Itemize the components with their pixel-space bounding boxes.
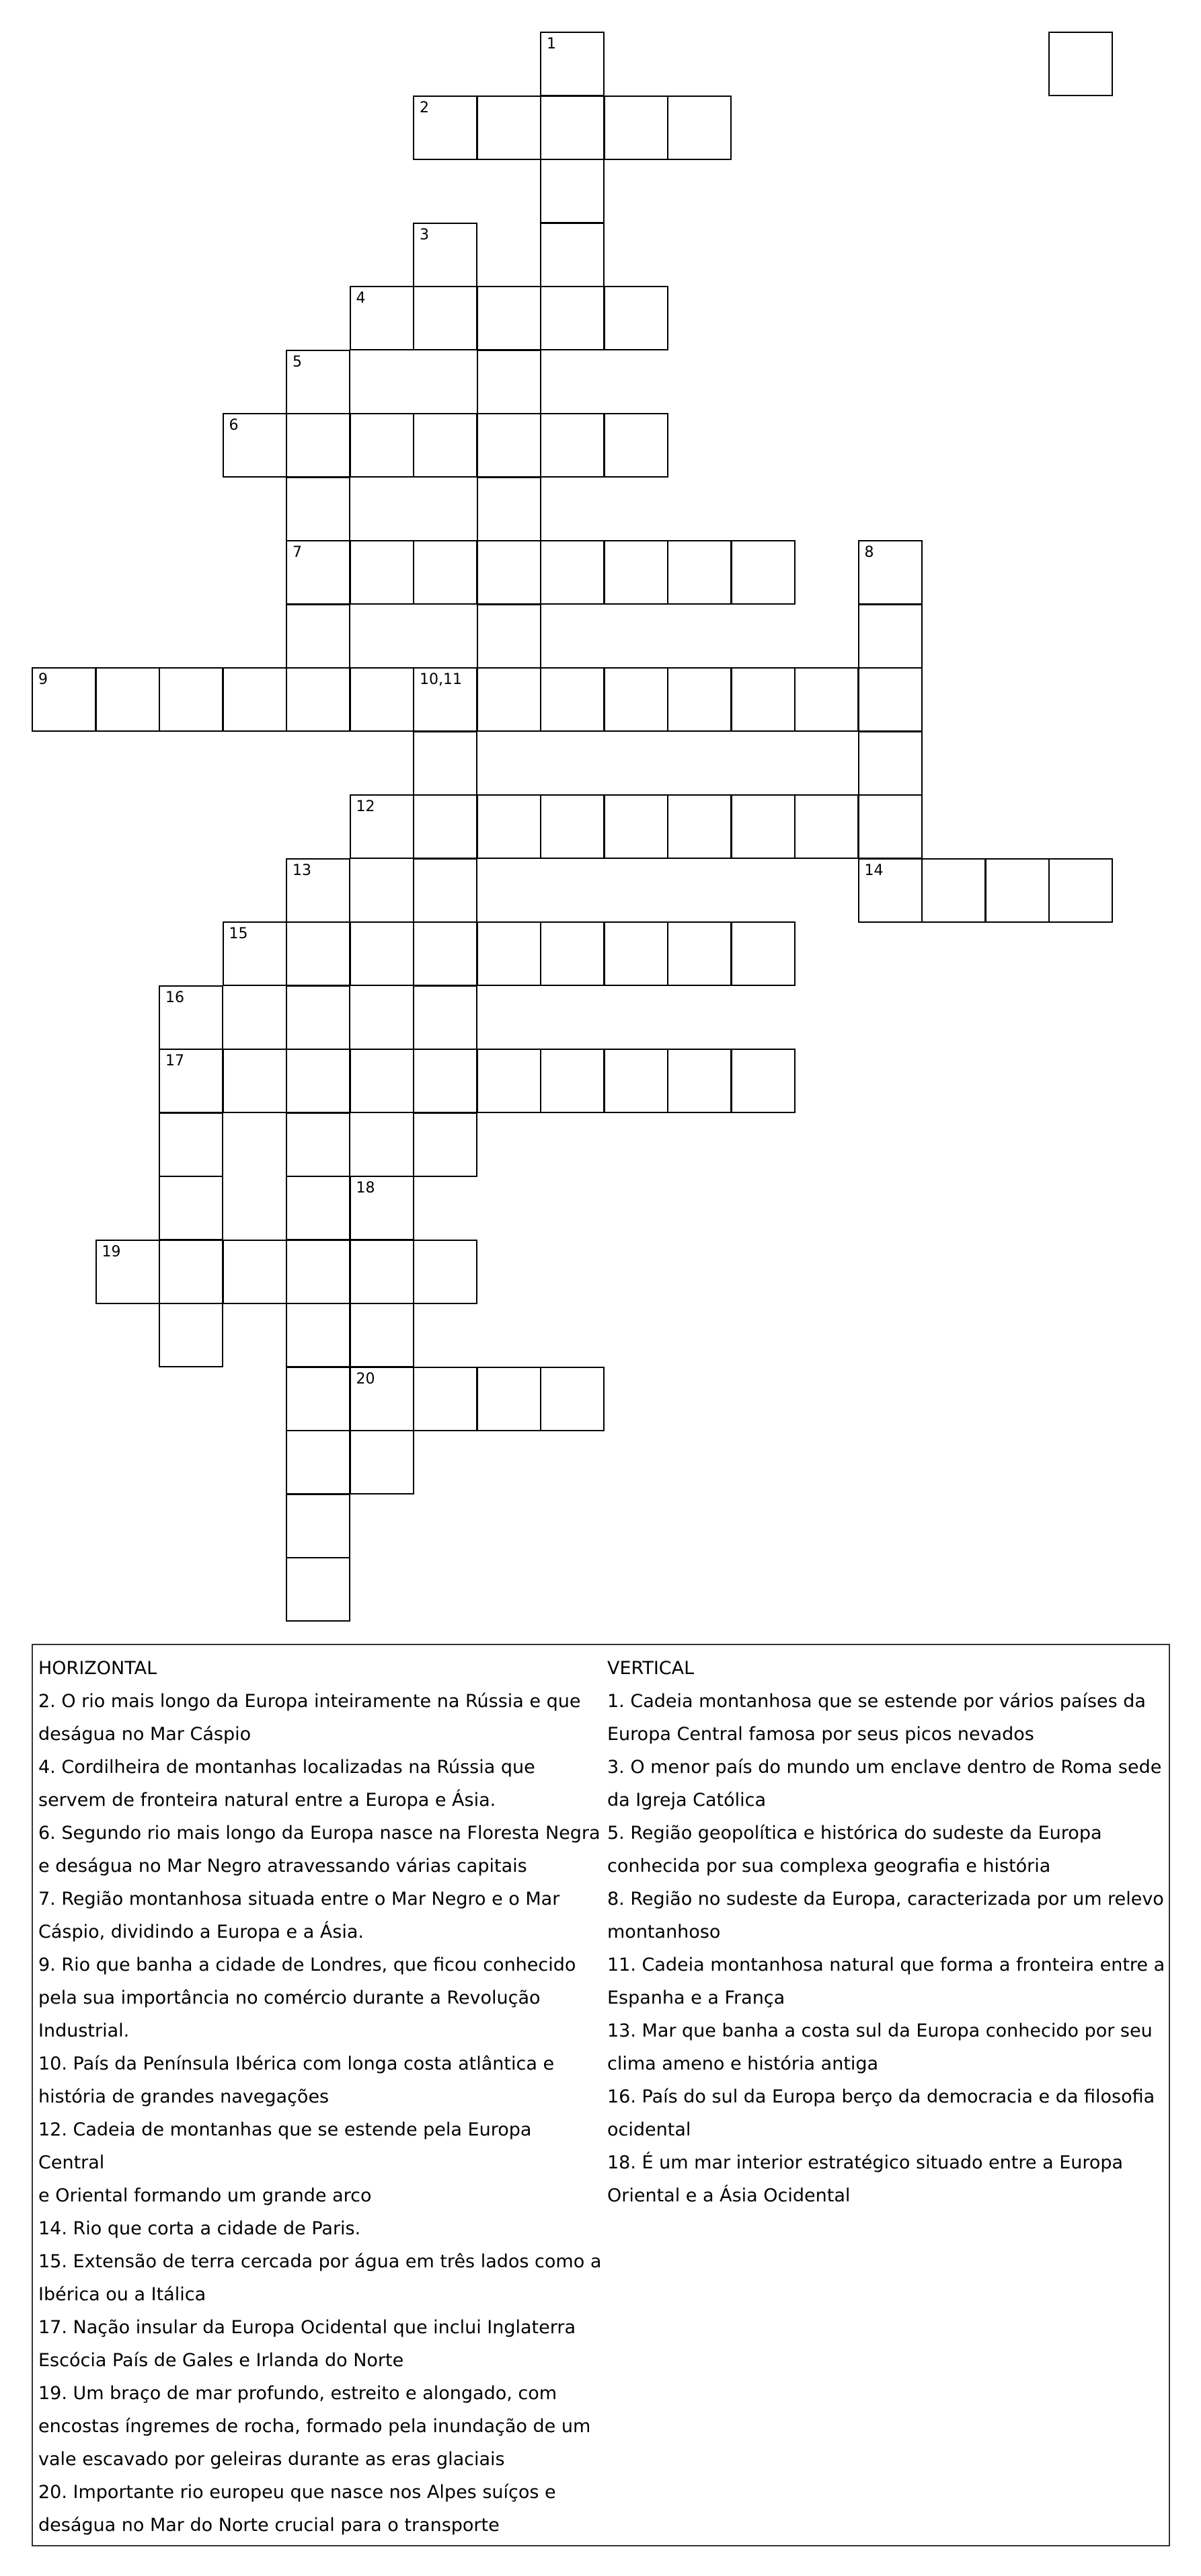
grid-cell[interactable] (477, 477, 541, 541)
clue-line: 6. Segundo rio mais longo da Europa nasce na Floresta Negra (38, 1823, 600, 1844)
clue-number: 1 (547, 36, 556, 52)
grid-cell[interactable] (350, 540, 414, 605)
clue-line: e deságua no Mar Negro atravessando várias capitais (38, 1856, 527, 1877)
grid-cell[interactable] (477, 540, 541, 605)
grid-cell[interactable] (413, 96, 477, 160)
grid-cell[interactable] (350, 1430, 414, 1494)
grid-cell[interactable] (794, 794, 859, 859)
grid-cell[interactable] (858, 794, 923, 859)
grid-cell[interactable] (604, 667, 668, 732)
grid-cell[interactable] (667, 794, 732, 859)
grid-cell[interactable] (604, 921, 668, 986)
grid-cell[interactable] (159, 1240, 223, 1304)
grid-cell[interactable] (286, 1112, 350, 1177)
clue-line: ocidental (607, 2119, 691, 2140)
grid-cell[interactable] (604, 540, 668, 605)
clue-line: 5. Região geopolítica e histórica do sudeste da Europa (607, 1823, 1102, 1844)
clue-number: 18 (356, 1180, 375, 1197)
grid-cell[interactable] (286, 350, 350, 414)
grid-cell[interactable] (413, 794, 477, 859)
grid-cell[interactable] (540, 1367, 605, 1431)
grid-cell[interactable] (540, 32, 605, 96)
grid-cell[interactable] (731, 540, 796, 605)
grid-cell[interactable] (604, 286, 668, 350)
clue-number: 4 (356, 290, 366, 307)
vertical-heading: VERTICAL (607, 1658, 695, 1679)
grid-cell[interactable] (540, 286, 605, 350)
grid-cell[interactable] (858, 858, 923, 923)
grid-cell[interactable] (413, 731, 477, 796)
grid-cell[interactable] (1048, 858, 1113, 923)
horizontal-clues (38, 1652, 603, 2542)
clue-line: Espanha e a França (607, 1987, 785, 2008)
grid-cell[interactable] (223, 413, 287, 478)
grid-cell[interactable] (413, 223, 477, 287)
grid-cell[interactable] (731, 1049, 796, 1113)
clue-line: vale escavado por geleiras durante as eras glaciais (38, 2449, 505, 2470)
grid-cell[interactable] (350, 667, 414, 732)
grid-cell[interactable] (159, 1112, 223, 1177)
grid-cell[interactable] (858, 667, 923, 732)
grid-cell[interactable] (159, 985, 223, 1050)
grid-cell[interactable] (540, 540, 605, 605)
clue-line: 2. O rio mais longo da Europa inteiramente na Rússia e que (38, 1691, 581, 1712)
grid-cell[interactable] (477, 1049, 541, 1113)
clue-number: 9 (38, 671, 48, 688)
clue-line: 17. Nação insular da Europa Ocidental que inclui Inglaterra (38, 2317, 576, 2338)
grid-cell[interactable] (1048, 32, 1113, 96)
clue-number: 8 (864, 544, 874, 561)
grid-cell[interactable] (858, 540, 923, 605)
grid-cell[interactable] (159, 1303, 223, 1367)
grid-cell[interactable] (286, 1494, 350, 1558)
clue-line: 14. Rio que corta a cidade de Paris. (38, 2218, 361, 2239)
grid-cell[interactable] (286, 1367, 350, 1431)
clue-number: 16 (165, 989, 184, 1006)
grid-cell[interactable] (286, 540, 350, 605)
clue-number: 19 (102, 1243, 121, 1260)
clue-line: Cáspio, dividindo a Europa e a Ásia. (38, 1922, 364, 1942)
grid-cell[interactable] (223, 1049, 287, 1113)
grid-cell[interactable] (286, 667, 350, 732)
grid-cell[interactable] (477, 921, 541, 986)
clue-line: pela sua importância no comércio durante a Revolução (38, 1987, 541, 2008)
clue-line: história de grandes navegações (38, 2086, 330, 2107)
clue-line: Europa Central famosa por seus picos nevados (607, 1724, 1034, 1745)
grid-cell[interactable] (286, 477, 350, 541)
grid-cell[interactable] (477, 667, 541, 732)
grid-cell[interactable] (604, 794, 668, 859)
grid-cell[interactable] (477, 1367, 541, 1431)
grid-cell[interactable] (413, 1240, 477, 1304)
clue-line: 4. Cordilheira de montanhas localizadas na Rússia que (38, 1757, 535, 1778)
clue-line: encostas íngremes de rocha, formado pela inundação de um (38, 2416, 591, 2437)
grid-cell[interactable] (350, 413, 414, 478)
clue-line: Oriental e a Ásia Ocidental (607, 2185, 851, 2206)
clue-line: clima ameno e história antiga (607, 2053, 879, 2074)
grid-cell[interactable] (286, 985, 350, 1050)
clue-line: 9. Rio que banha a cidade de Londres, que ficou conhecido (38, 1955, 576, 1975)
clue-line: 10. País da Península Ibérica com longa costa atlântica e (38, 2053, 555, 2074)
clue-number: 2 (420, 99, 429, 116)
clue-number: 10,11 (420, 671, 462, 688)
grid-cell[interactable] (286, 858, 350, 923)
clue-number: 13 (293, 862, 311, 879)
grid-cell[interactable] (413, 667, 477, 732)
grid-cell[interactable] (604, 413, 668, 478)
grid-cell[interactable] (477, 96, 541, 160)
grid-cell[interactable] (413, 1112, 477, 1177)
grid-cell[interactable] (350, 1176, 414, 1240)
clue-number: 7 (293, 544, 302, 561)
vertical-clues (607, 1652, 1165, 2212)
clue-line: 12. Cadeia de montanhas que se estende pela Europa Central (38, 2119, 532, 2173)
grid-cell[interactable] (413, 858, 477, 923)
grid-cell[interactable] (667, 921, 732, 986)
grid-cell[interactable] (286, 1176, 350, 1240)
grid-cell[interactable] (540, 96, 605, 160)
clue-line: 16. País do sul da Europa berço da democracia e da filosofia (607, 2086, 1155, 2107)
clue-number: 17 (165, 1053, 184, 1069)
grid-cell[interactable] (159, 667, 223, 732)
horizontal-heading: HORIZONTAL (38, 1658, 157, 1679)
grid-cell[interactable] (985, 858, 1050, 923)
grid-cell[interactable] (540, 794, 605, 859)
clue-number: 6 (229, 417, 239, 434)
grid-cell[interactable] (477, 350, 541, 414)
grid-cell[interactable] (413, 413, 477, 478)
grid-cell[interactable] (477, 794, 541, 859)
clue-line: 11. Cadeia montanhosa natural que forma a fronteira entre a (607, 1955, 1165, 1975)
grid-cell[interactable] (794, 667, 859, 732)
grid-cell[interactable] (731, 921, 796, 986)
clue-line: e Oriental formando um grande arco (38, 2185, 372, 2206)
grid-cell[interactable] (540, 921, 605, 986)
grid-cell[interactable] (350, 286, 414, 350)
grid-cell[interactable] (413, 1367, 477, 1431)
grid-cell[interactable] (350, 1303, 414, 1367)
grid-cell[interactable] (32, 667, 96, 732)
horizontal-clue-list (38, 1685, 603, 2542)
grid-cell[interactable] (286, 413, 350, 478)
grid-cell[interactable] (731, 794, 796, 859)
grid-cell[interactable] (286, 1240, 350, 1304)
grid-cell[interactable] (286, 1557, 350, 1622)
grid-cell[interactable] (540, 223, 605, 287)
clue-line: Escócia País de Gales e Irlanda do Norte (38, 2350, 404, 2371)
grid-cell[interactable] (540, 1049, 605, 1113)
clue-line: 13. Mar que banha a costa sul da Europa conhecido por seu (607, 2020, 1153, 2041)
grid-cell[interactable] (604, 96, 668, 160)
grid-cell[interactable] (95, 667, 160, 732)
grid-cell[interactable] (350, 921, 414, 986)
clue-number: 20 (356, 1370, 375, 1388)
grid-cell[interactable] (413, 286, 477, 350)
grid-cell[interactable] (858, 604, 923, 669)
grid-cell[interactable] (413, 540, 477, 605)
grid-cell[interactable] (350, 1367, 414, 1431)
grid-cell[interactable] (350, 1240, 414, 1304)
clue-line: 7. Região montanhosa situada entre o Mar Negro e o Mar (38, 1889, 560, 1909)
clue-line: montanhoso (607, 1922, 721, 1942)
clue-line: Industrial. (38, 2020, 130, 2041)
grid-cell[interactable] (95, 1240, 160, 1304)
clue-line: 19. Um braço de mar profundo, estreito e alongado, com (38, 2383, 557, 2404)
grid-cell[interactable] (413, 985, 477, 1050)
clue-number: 15 (229, 925, 248, 942)
grid-cell[interactable] (604, 1049, 668, 1113)
grid-cell[interactable] (477, 286, 541, 350)
clues-box (32, 1644, 1170, 2546)
grid-cell[interactable] (350, 1049, 414, 1113)
grid-cell[interactable] (731, 667, 796, 732)
clue-line: 15. Extensão de terra cercada por água em três lados como a (38, 2251, 602, 2272)
clue-line: 3. O menor país do mundo um enclave dentro de Roma sede (607, 1757, 1162, 1778)
grid-cell[interactable] (223, 667, 287, 732)
grid-cell[interactable] (667, 96, 732, 160)
clue-line: conhecida por sua complexa geografia e história (607, 1856, 1051, 1877)
grid-cell[interactable] (223, 1240, 287, 1304)
clue-number: 14 (864, 862, 884, 879)
grid-cell[interactable] (477, 413, 541, 478)
grid-cell[interactable] (667, 667, 732, 732)
grid-cell[interactable] (858, 731, 923, 796)
vertical-clue-list (607, 1685, 1165, 2212)
grid-cell[interactable] (540, 413, 605, 478)
clue-line: deságua no Mar do Norte crucial para o transporte (38, 2515, 500, 2536)
clue-line: Ibérica ou a Itálica (38, 2284, 206, 2305)
grid-cell[interactable] (286, 921, 350, 986)
grid-cell[interactable] (540, 159, 605, 223)
grid-cell[interactable] (667, 1049, 732, 1113)
grid-cell[interactable] (223, 921, 287, 986)
grid-cell[interactable] (286, 1303, 350, 1367)
clue-line: deságua no Mar Cáspio (38, 1724, 251, 1745)
grid-cell[interactable] (159, 1049, 223, 1113)
clue-line: 20. Importante rio europeu que nasce nos Alpes suíços e (38, 2482, 556, 2503)
grid-cell[interactable] (413, 1049, 477, 1113)
grid-cell[interactable] (159, 1176, 223, 1240)
clue-line: 1. Cadeia montanhosa que se estende por vários países da (607, 1691, 1146, 1712)
clue-line: 8. Região no sudeste da Europa, caracterizada por um relevo (607, 1889, 1164, 1909)
grid-cell[interactable] (667, 540, 732, 605)
clue-line: servem de fronteira natural entre a Europa e Ásia. (38, 1790, 496, 1811)
grid-cell[interactable] (286, 1049, 350, 1113)
clue-number: 5 (293, 353, 302, 371)
grid-cell[interactable] (286, 604, 350, 669)
grid-cell[interactable] (540, 667, 605, 732)
grid-cell[interactable] (921, 858, 986, 923)
clue-number: 3 (420, 226, 429, 243)
grid-cell[interactable] (350, 794, 414, 859)
clue-line: 18. É um mar interior estratégico situado entre a Europa (607, 2152, 1124, 2173)
clue-line: da Igreja Católica (607, 1790, 767, 1811)
grid-cell[interactable] (477, 604, 541, 669)
grid-cell[interactable] (413, 921, 477, 986)
clue-number: 12 (356, 798, 375, 815)
grid-cell[interactable] (286, 1430, 350, 1494)
